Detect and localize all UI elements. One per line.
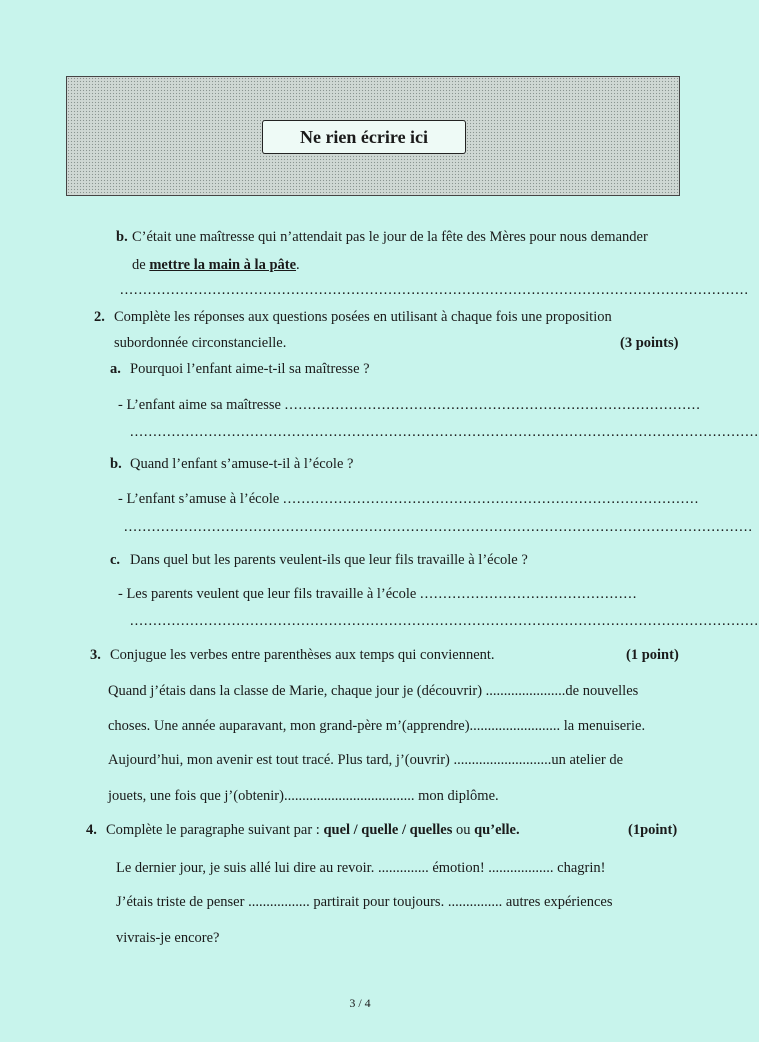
q4-points: (1point): [628, 822, 678, 838]
q1b-expression: mettre la main à la pâte: [149, 257, 297, 273]
q2a-question: Pourquoi l’enfant aime-t-il sa maîtresse ?: [130, 361, 370, 377]
q1b-line1: C’était une maîtresse qui n’attendait pas le jour de la fête des Mères pour nous demander: [132, 229, 648, 245]
q2c-answer-start: - Les parents veulent que leur fils travaille à l’école: [118, 586, 420, 602]
q3-line2: choses. Une année auparavant, mon grand-père m’(apprendre)......................... la menuiserie.: [108, 718, 646, 734]
page-number: 3 / 4: [349, 996, 371, 1010]
reserved-area-title: Ne rien écrire ici: [299, 126, 429, 147]
q3-number: 3.: [90, 647, 101, 663]
q2b-marker: b.: [110, 456, 122, 472]
q2-instruction-line1: Complète les réponses aux questions posées en utilisant à chaque fois une proposition: [114, 309, 612, 325]
q1b-line2: [132, 257, 300, 274]
q2a-answer-line1: [118, 397, 701, 414]
q1b-line2-post: .: [296, 257, 300, 273]
q2-instruction-line2: subordonnée circonstancielle.: [114, 335, 287, 351]
q3-line4: jouets, une fois que j’(obtenir).................................... mon diplôme.: [108, 788, 499, 804]
q3-line1: Quand j’étais dans la classe de Marie, chaque jour je (découvrir) ......................de nouvelles: [108, 683, 639, 699]
q3-points: (1 point): [626, 647, 679, 663]
q2a-answer-line2[interactable]: ........................................................................................................................................: [130, 424, 759, 440]
q4-instruction: [106, 822, 520, 839]
q2c-marker: c.: [110, 552, 121, 568]
q2a-answer-start: - L’enfant aime sa maîtresse: [118, 397, 285, 413]
q4-line3: vivrais-je encore?: [116, 930, 220, 946]
q4-line1: Le dernier jour, je suis allé lui dire au revoir. .............. émotion! .................. chagrin!: [116, 860, 606, 876]
q3-instruction: Conjugue les verbes entre parenthèses aux temps qui conviennent.: [110, 647, 495, 663]
q2b-answer-line1: [118, 491, 700, 508]
q2c-question: Dans quel but les parents veulent-ils que leur fils travaille à l’école ?: [130, 552, 528, 568]
do-not-write-box: [262, 120, 466, 154]
q2a-blank[interactable]: ..........................................................................................: [284, 397, 701, 413]
q2c-answer-line2[interactable]: ........................................................................................................................................: [130, 613, 759, 629]
q2-points: (3 points): [620, 335, 679, 351]
q4-last-word: qu’elle.: [474, 822, 520, 838]
q3-line3: Aujourd’hui, mon avenir est tout tracé. Plus tard, j’(ouvrir) ...........................un atelier de: [108, 752, 624, 768]
q2a-marker: a.: [110, 361, 121, 377]
q2c-answer-line1: [118, 586, 676, 603]
q2b-answer-start: - L’enfant s’amuse à l’école: [118, 491, 283, 507]
q4-line2: J’étais triste de penser ................. partirait pour toujours. ............... autres expériences: [116, 894, 613, 910]
q4-number: 4.: [86, 822, 97, 838]
q2b-blank[interactable]: ..........................................................................................: [282, 491, 700, 507]
q1b-marker: b.: [116, 229, 128, 245]
q4-words: quel / quelle / quelles: [323, 822, 453, 838]
q4-ou: ou: [452, 822, 475, 838]
q1b-line2-pre: de: [132, 257, 150, 273]
q2b-answer-line2[interactable]: ........................................................................................................................................: [124, 519, 753, 535]
q1b-answer-line[interactable]: ........................................................................................................................................: [120, 282, 749, 298]
q2c-blank[interactable]: ...............................................: [419, 586, 638, 602]
q4-instruction-pre: Complète le paragraphe suivant par :: [106, 822, 324, 838]
q2-number: 2.: [94, 309, 105, 325]
q2b-question: Quand l’enfant s’amuse-t-il à l’école ?: [130, 456, 354, 472]
